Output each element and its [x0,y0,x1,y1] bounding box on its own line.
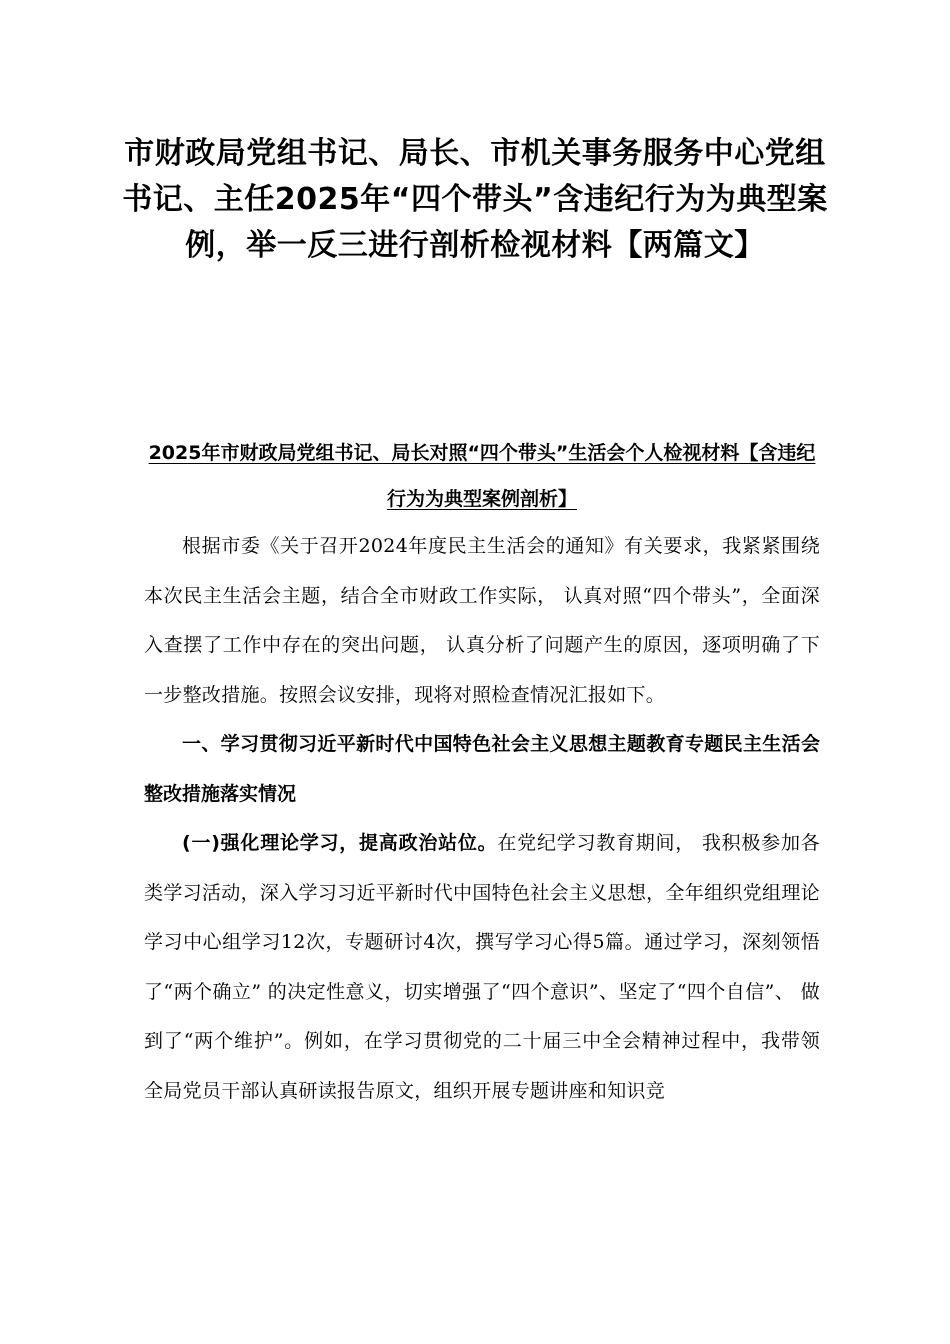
subsection-1-paragraph [144,819,820,1116]
main-title: 市财政局党组书记、局长、市机关事务服务中心党组书记、主任2025年“四个带头”含违纪行为为典型案例，举一反三进行剖析检视材料【两篇文】 [122,136,828,263]
intro-paragraph: 根据市委《关于召开2024年度民主生活会的通知》有关要求，我紧紧围绕本次民主生活会主题，结合全市财政工作实际， 认真对照“四个带头”，全面深入查摆了工作中存在的突出问题， 认真分析了问题产生的原因，逐项明确了下一步整改措施。按照会议安排，现将对照检查情况汇报如下。 [144,535,820,706]
subsection-1-lead: (一)强化理论学习，提高政治站位。 [182,832,498,854]
section-1-heading: 一、学习贯彻习近平新时代中国特色社会主义思想主题教育专题民主生活会整改措施落实情况 [144,733,820,805]
subsection-1-body: 在党纪学习教育期间， 我积极参加各类学习活动，深入学习习近平新时代中国特色社会主义思想，全年组织党组理论学习中心组学习12次，专题研讨4次，撰写学习心得5篇。通过学习，深刻领悟了“两个确立” 的决定性意义，切实增强了“四个意识”、坚定了“四个自信”、 做到了“两个维护”。例如，在学习贯彻党的二十届三中全会精神过程中，我带领全局党员干部认真研读报告原文，组织开展专题讲座和知识竞 [144,832,821,1102]
article-body [144,430,820,1116]
article-title: 2025年市财政局党组书记、局长对照“四个带头”生活会个人检视材料【含违纪行为为典型案例剖析】 [148,442,816,510]
